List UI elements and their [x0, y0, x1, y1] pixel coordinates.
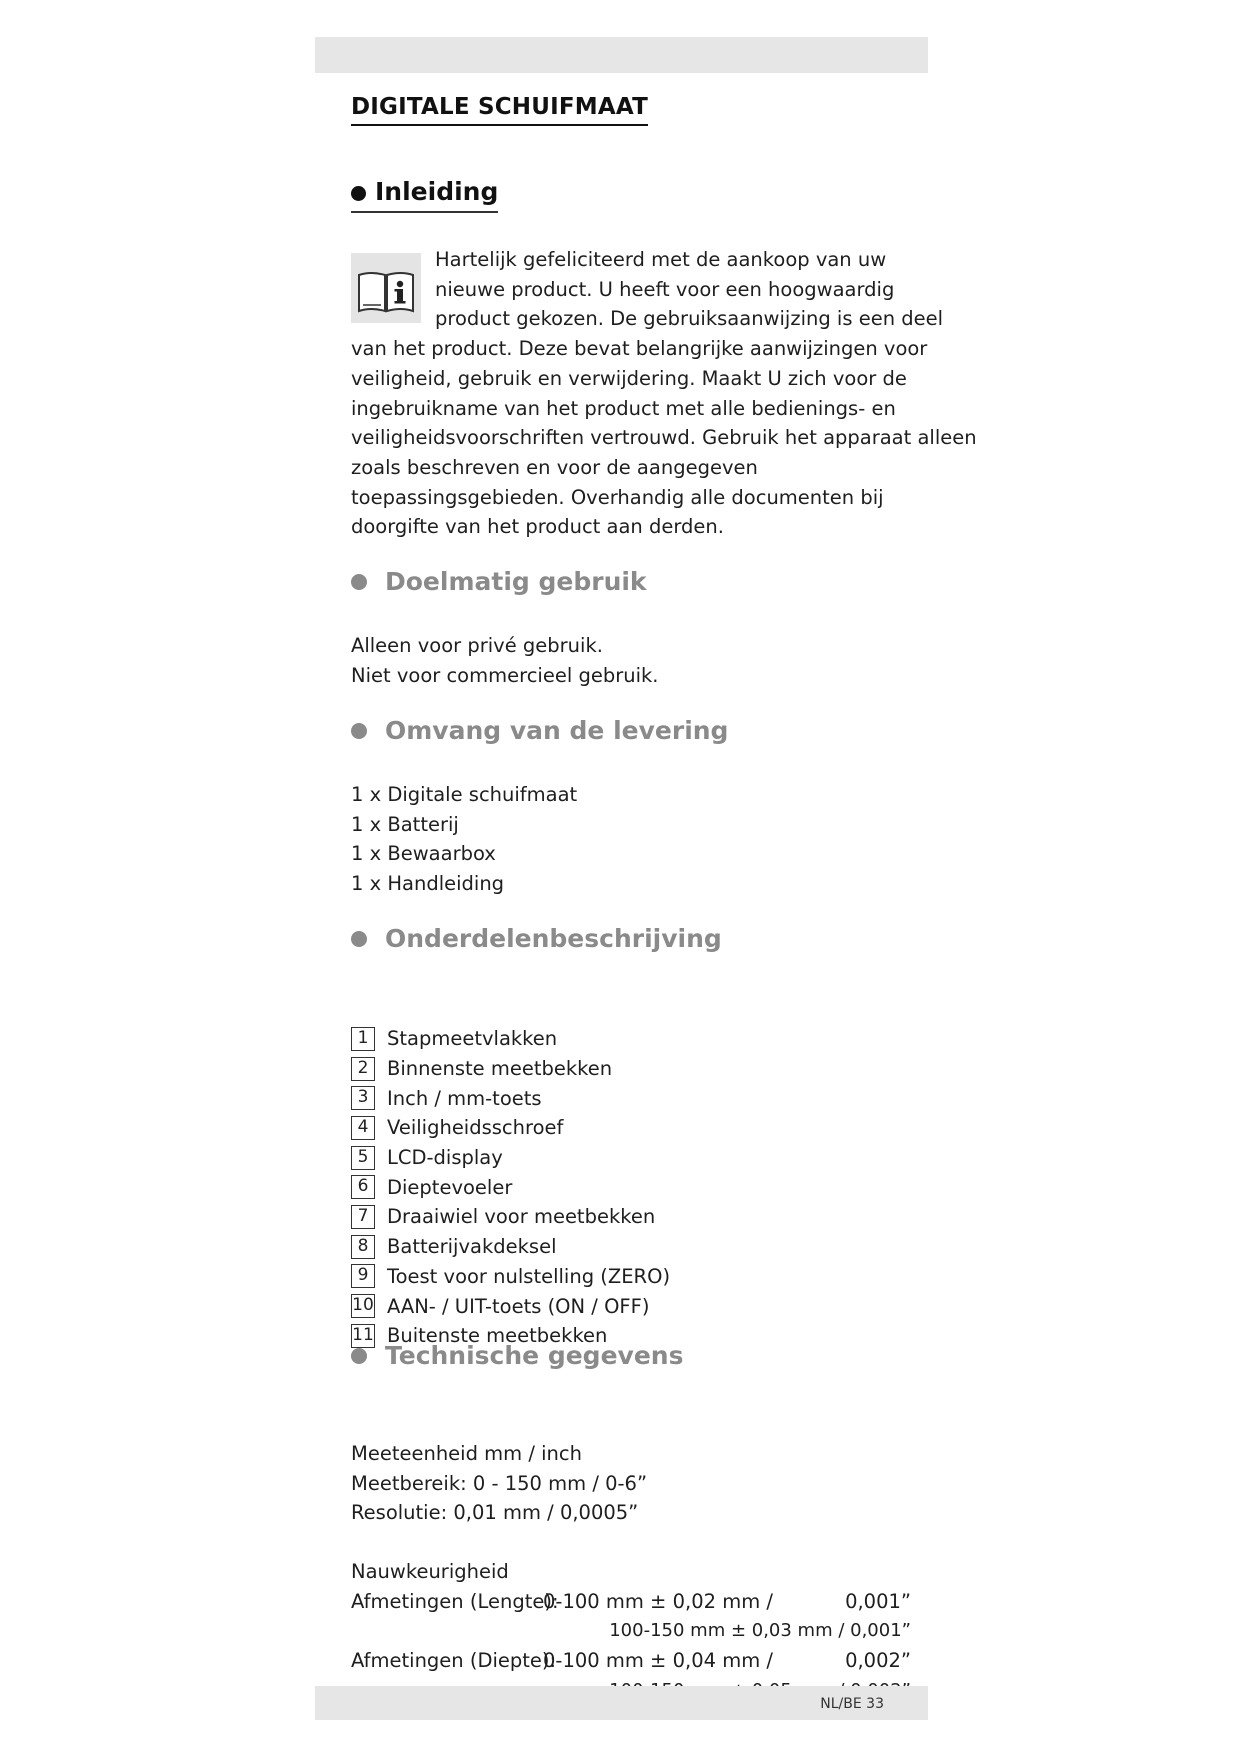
- intro-line: doorgifte van het product aan derden.: [351, 515, 724, 539]
- accuracy-table: [351, 1557, 911, 1705]
- header-bar: [315, 37, 928, 73]
- depth-label: Afmetingen (Diepte):: [351, 1649, 557, 1673]
- section-heading-parts: [351, 924, 722, 954]
- parts-heading-text: Onderdelenbeschrijving: [385, 924, 722, 953]
- intro-line: toepassingsgebieden. Overhandig alle documenten bij: [351, 485, 884, 509]
- bullet-icon: [351, 574, 367, 590]
- part-label: Binnenste meetbekken: [387, 1057, 613, 1081]
- length-value-mm: 0-100 mm ± 0,02 mm /: [543, 1589, 773, 1613]
- intro-line: zoals beschreven en voor de aangegeven: [351, 455, 758, 479]
- bullet-icon: [351, 186, 366, 201]
- delivery-item: 1 x Batterij: [351, 812, 459, 836]
- intro-line: veiligheidsvoorschriften vertrouwd. Gebruik het apparaat alleen: [351, 426, 977, 450]
- delivery-heading-text: Omvang van de levering: [385, 716, 729, 745]
- part-label: Dieptevoeler: [387, 1175, 513, 1199]
- part-label: Inch / mm-toets: [387, 1086, 542, 1110]
- table-row: [351, 1616, 911, 1646]
- intro-paragraph: [351, 245, 977, 542]
- table-row: [351, 1587, 911, 1617]
- list-item: [351, 1232, 670, 1262]
- bullet-icon: [351, 723, 367, 739]
- delivery-item: 1 x Digitale schuifmaat: [351, 783, 578, 806]
- spec-line: Meetbereik: 0 - 150 mm / 0-6”: [351, 1471, 648, 1495]
- part-number: 11: [351, 1324, 375, 1348]
- list-item: [351, 1262, 670, 1292]
- section-heading-delivery: [351, 716, 728, 746]
- list-item: [351, 1172, 670, 1202]
- part-number: 8: [351, 1235, 375, 1259]
- part-label: Draaiwiel voor meetbekken: [387, 1205, 656, 1229]
- depth-value-inch: 0,002”: [845, 1649, 911, 1673]
- part-number: 9: [351, 1264, 375, 1288]
- intended-use-line: Alleen voor privé gebruik.: [351, 634, 603, 657]
- section-heading-intro: [351, 177, 498, 213]
- part-label: AAN- / UIT-toets (ON / OFF): [387, 1294, 650, 1318]
- delivery-item: 1 x Bewaarbox: [351, 842, 496, 866]
- length-value-inch: 0,001”: [845, 1589, 911, 1613]
- delivery-item: 1 x Handleiding: [351, 872, 505, 896]
- list-item: [351, 1083, 670, 1113]
- part-number: 6: [351, 1175, 375, 1199]
- list-item: [351, 1202, 670, 1232]
- intended-use-paragraph: [351, 631, 658, 690]
- page-number: NL/BE 33: [820, 1696, 884, 1712]
- technical-heading-text: Technische gegevens: [385, 1341, 684, 1370]
- depth-value-mm: 0-100 mm ± 0,04 mm /: [543, 1649, 773, 1673]
- intro-line: veiligheid, gebruik en verwijdering. Maakt U zich voor de: [351, 366, 907, 390]
- intro-line: ingebruikname van het product met alle bedienings- en: [351, 396, 896, 420]
- bullet-icon: [351, 931, 367, 947]
- part-label: LCD-display: [387, 1146, 503, 1170]
- technical-specs: [351, 1439, 647, 1528]
- intro-line: product gekozen. De gebruiksaanwijzing is een deel: [435, 307, 944, 331]
- part-number: 1: [351, 1027, 375, 1051]
- length-label: Afmetingen (Lengte):: [351, 1589, 559, 1613]
- intro-line: Hartelijk gefeliciteerd met de aankoop van uw: [435, 248, 887, 271]
- intro-line: nieuwe product. U heeft voor een hoogwaardig: [435, 277, 895, 301]
- list-item: [351, 1054, 670, 1084]
- bullet-icon: [351, 1348, 367, 1364]
- accuracy-heading: Nauwkeurigheid: [351, 1560, 509, 1583]
- section-heading-technical: [351, 1341, 683, 1371]
- spec-line: Resolutie: 0,01 mm / 0,0005”: [351, 1501, 639, 1525]
- length-value-range2: 100-150 mm ± 0,03 mm / 0,001”: [609, 1620, 911, 1642]
- part-label: Batterijvakdeksel: [387, 1235, 557, 1259]
- manual-page: [315, 37, 977, 1720]
- intended-use-heading-text: Doelmatig gebruik: [385, 567, 647, 596]
- part-label: Toest voor nulstelling (ZERO): [387, 1264, 671, 1288]
- list-item: [351, 1024, 670, 1054]
- list-item: [351, 1113, 670, 1143]
- spec-line: Meeteenheid mm / inch: [351, 1442, 582, 1465]
- part-label: Stapmeetvlakken: [387, 1027, 558, 1051]
- part-number: 2: [351, 1057, 375, 1081]
- part-number: 10: [351, 1294, 375, 1318]
- accuracy-heading-row: [351, 1557, 911, 1587]
- part-number: 4: [351, 1116, 375, 1140]
- part-number: 7: [351, 1205, 375, 1229]
- parts-list: [351, 1024, 670, 1351]
- list-item: [351, 1143, 670, 1173]
- intro-heading-text: Inleiding: [375, 177, 499, 206]
- table-row: [351, 1646, 911, 1676]
- footer-bar: [315, 1686, 928, 1720]
- part-label: Veiligheidsschroef: [387, 1116, 564, 1140]
- intended-use-line: Niet voor commercieel gebruik.: [351, 663, 659, 687]
- document-title: DIGITALE SCHUIFMAAT: [351, 94, 648, 126]
- list-item: [351, 1291, 670, 1321]
- part-number: 3: [351, 1086, 375, 1110]
- section-heading-intended-use: [351, 567, 647, 597]
- intro-line: van het product. Deze bevat belangrijke aanwijzingen voor: [351, 337, 928, 361]
- delivery-list: [351, 780, 577, 899]
- part-number: 5: [351, 1146, 375, 1170]
- part-label: Buitenste meetbekken: [387, 1324, 608, 1348]
